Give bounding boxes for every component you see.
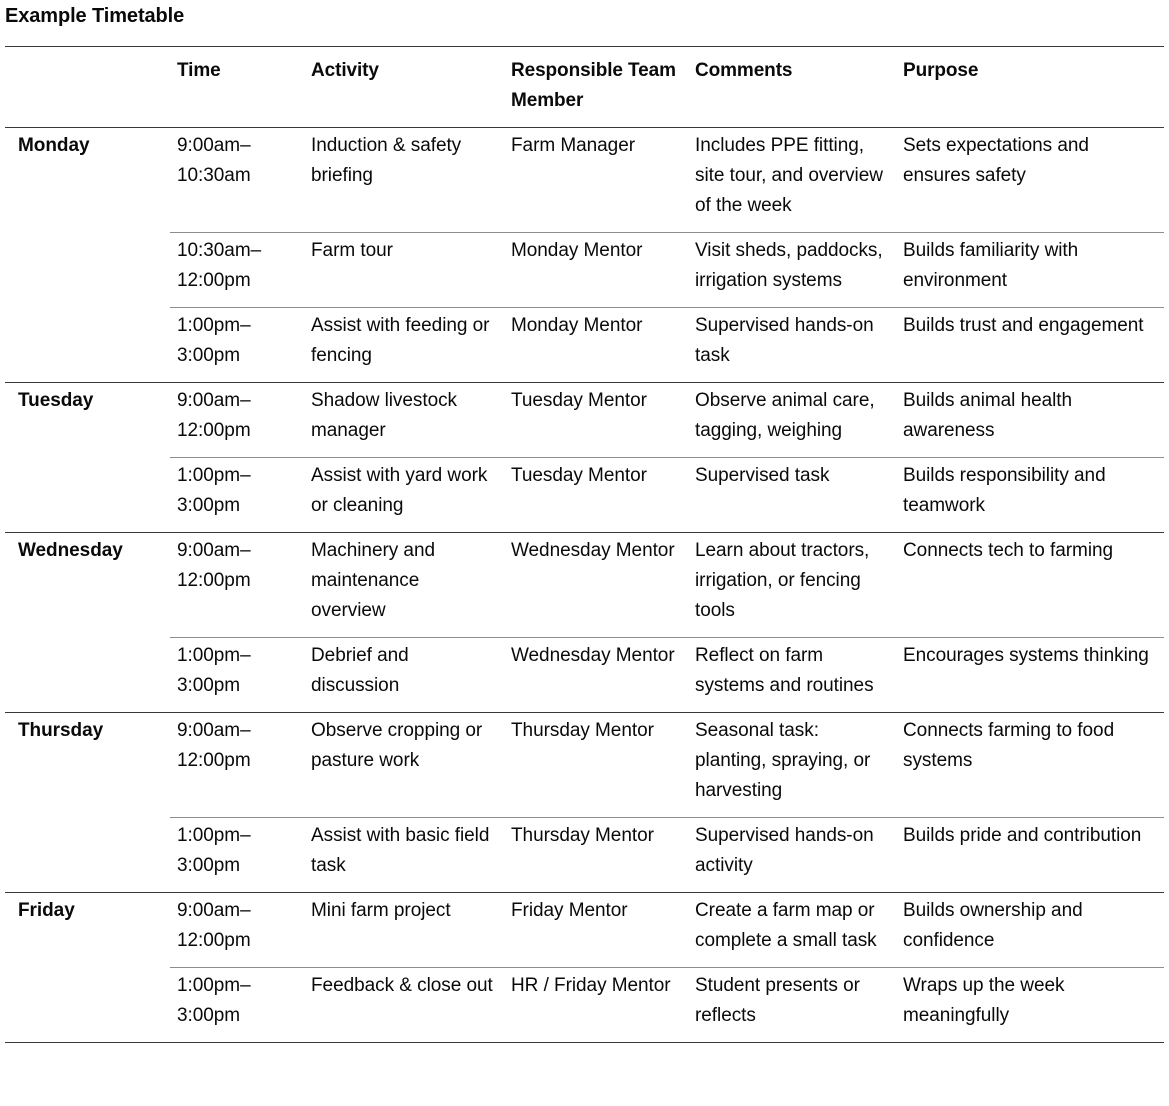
cell-time: 9:00am–12:00pm — [170, 893, 311, 968]
page-title: Example Timetable — [5, 5, 185, 27]
cell-purpose: Builds pride and contribution — [903, 818, 1164, 893]
cell-responsible: Monday Mentor — [511, 308, 695, 383]
cell-responsible: Tuesday Mentor — [511, 383, 695, 458]
cell-time: 1:00pm–3:00pm — [170, 308, 311, 383]
cell-day: Friday — [5, 893, 170, 968]
cell-activity: Machinery and maintenance overview — [311, 533, 511, 638]
cell-day — [5, 818, 170, 893]
cell-activity: Assist with feeding or fencing — [311, 308, 511, 383]
cell-time: 1:00pm–3:00pm — [170, 458, 311, 533]
cell-comments: Learn about tractors, irrigation, or fencing tools — [695, 533, 903, 638]
cell-day — [5, 233, 170, 308]
cell-activity: Observe cropping or pasture work — [311, 713, 511, 818]
cell-comments: Create a farm map or complete a small task — [695, 893, 903, 968]
cell-comments: Observe animal care, tagging, weighing — [695, 383, 903, 458]
table-row — [5, 458, 1164, 533]
cell-day: Monday — [5, 128, 170, 233]
cell-responsible: HR / Friday Mentor — [511, 968, 695, 1043]
cell-day — [5, 968, 170, 1043]
cell-day: Wednesday — [5, 533, 170, 638]
timetable-container — [5, 46, 1164, 1043]
cell-responsible: Thursday Mentor — [511, 818, 695, 893]
cell-time: 9:00am–12:00pm — [170, 533, 311, 638]
cell-purpose: Encourages systems thinking — [903, 638, 1164, 713]
cell-activity: Induction & safety briefing — [311, 128, 511, 233]
cell-purpose: Builds ownership and confidence — [903, 893, 1164, 968]
cell-comments: Supervised hands-on activity — [695, 818, 903, 893]
cell-responsible: Wednesday Mentor — [511, 533, 695, 638]
cell-comments: Visit sheds, paddocks, irrigation systems — [695, 233, 903, 308]
table-row — [5, 233, 1164, 308]
cell-purpose: Connects farming to food systems — [903, 713, 1164, 818]
cell-activity: Assist with basic field task — [311, 818, 511, 893]
cell-purpose: Builds familiarity with environment — [903, 233, 1164, 308]
cell-time: 10:30am–12:00pm — [170, 233, 311, 308]
cell-activity: Feedback & close out — [311, 968, 511, 1043]
cell-responsible: Friday Mentor — [511, 893, 695, 968]
cell-comments: Seasonal task: planting, spraying, or harvesting — [695, 713, 903, 818]
cell-purpose: Wraps up the week meaningfully — [903, 968, 1164, 1043]
cell-responsible: Monday Mentor — [511, 233, 695, 308]
cell-time: 9:00am–12:00pm — [170, 713, 311, 818]
cell-comments: Supervised hands-on task — [695, 308, 903, 383]
cell-responsible: Tuesday Mentor — [511, 458, 695, 533]
cell-activity: Mini farm project — [311, 893, 511, 968]
cell-purpose: Sets expectations and ensures safety — [903, 128, 1164, 233]
cell-comments: Supervised task — [695, 458, 903, 533]
header-row — [5, 47, 1164, 128]
cell-day — [5, 308, 170, 383]
column-header-comments: Comments — [695, 47, 903, 128]
cell-time: 1:00pm–3:00pm — [170, 638, 311, 713]
column-header-activity: Activity — [311, 47, 511, 128]
cell-comments: Includes PPE fitting, site tour, and overview of the week — [695, 128, 903, 233]
column-header-responsible-team-member: Responsible Team Member — [511, 47, 695, 128]
cell-day: Thursday — [5, 713, 170, 818]
cell-time: 1:00pm–3:00pm — [170, 818, 311, 893]
table-row — [5, 308, 1164, 383]
example-timetable — [5, 46, 1164, 1043]
cell-purpose: Builds responsibility and teamwork — [903, 458, 1164, 533]
cell-comments: Reflect on farm systems and routines — [695, 638, 903, 713]
cell-purpose: Builds animal health awareness — [903, 383, 1164, 458]
table-row — [5, 128, 1164, 233]
cell-day: Tuesday — [5, 383, 170, 458]
column-header-time: Time — [170, 47, 311, 128]
table-row — [5, 818, 1164, 893]
cell-activity: Farm tour — [311, 233, 511, 308]
cell-comments: Student presents or reflects — [695, 968, 903, 1043]
document-page — [0, 4, 1169, 1106]
table-row — [5, 383, 1164, 458]
cell-responsible: Wednesday Mentor — [511, 638, 695, 713]
table-body — [5, 128, 1164, 1043]
cell-responsible: Farm Manager — [511, 128, 695, 233]
cell-responsible: Thursday Mentor — [511, 713, 695, 818]
cell-activity: Assist with yard work or cleaning — [311, 458, 511, 533]
table-row — [5, 638, 1164, 713]
table-header — [5, 47, 1164, 128]
cell-purpose: Builds trust and engagement — [903, 308, 1164, 383]
column-header-day — [5, 47, 170, 128]
cell-day — [5, 638, 170, 713]
table-row — [5, 713, 1164, 818]
table-row — [5, 533, 1164, 638]
table-row — [5, 968, 1164, 1043]
cell-day — [5, 458, 170, 533]
cell-time: 1:00pm–3:00pm — [170, 968, 311, 1043]
cell-time: 9:00am–12:00pm — [170, 383, 311, 458]
cell-activity: Shadow livestock manager — [311, 383, 511, 458]
cell-time: 9:00am–10:30am — [170, 128, 311, 233]
cell-purpose: Connects tech to farming — [903, 533, 1164, 638]
column-header-purpose: Purpose — [903, 47, 1164, 128]
table-row — [5, 893, 1164, 968]
cell-activity: Debrief and discussion — [311, 638, 511, 713]
